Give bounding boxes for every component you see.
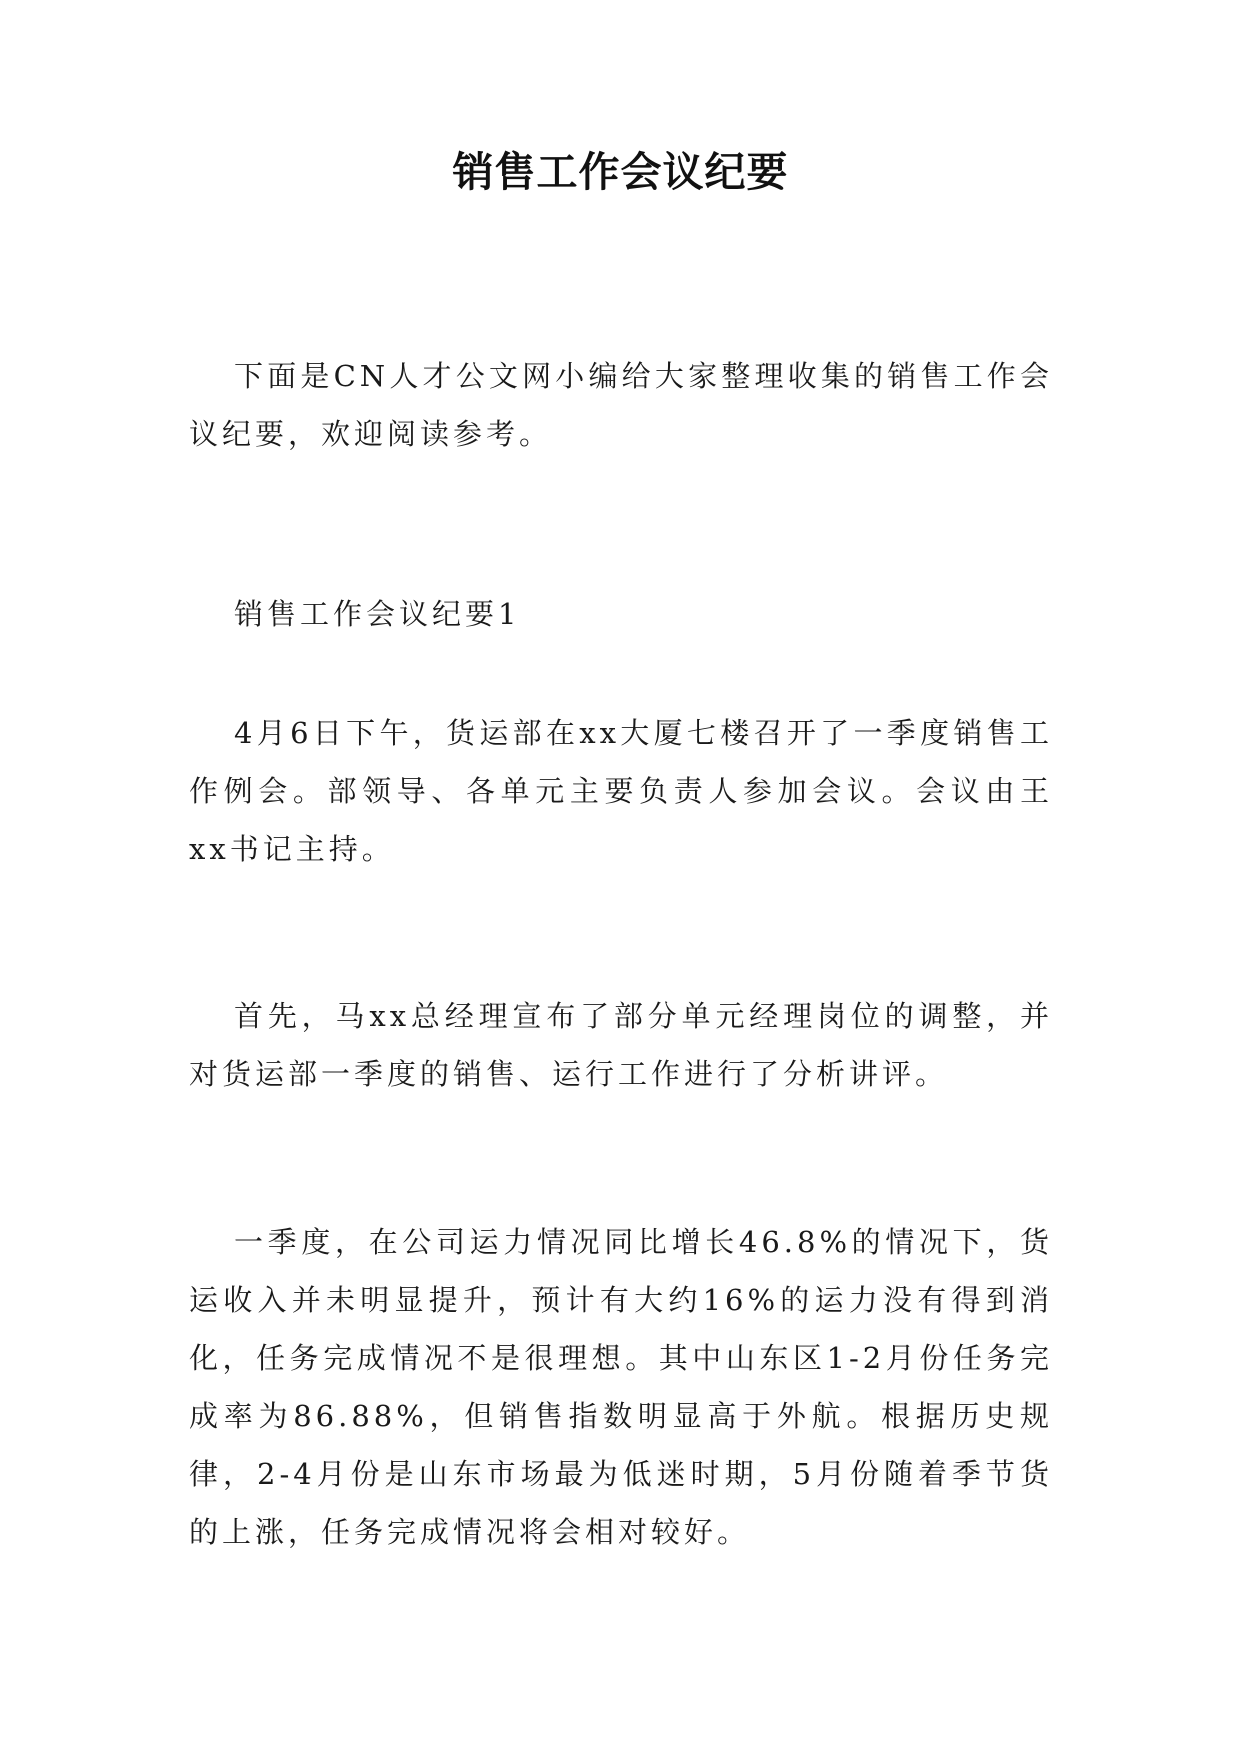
quarter-review-paragraph: 一季度，在公司运力情况同比增长46.8%的情况下，货运收入并未明显提升，预计有大约16%的运力没有得到消化，任务完成情况不是很理想。其中山东区1-2月份任务完成率为86.88%，但销售指数明显高于外航。根据历史规律，2-4月份是山东市场最为低迷时期，5月份随着季节货的上涨，任务完成情况将会相对较好。 bbox=[189, 1225, 1053, 1549]
section-subtitle: 销售工作会议纪要1 bbox=[234, 597, 521, 631]
intro-paragraph: 下面是CN人才公文网小编给大家整理收集的销售工作会议纪要，欢迎阅读参考。 bbox=[189, 359, 1053, 451]
meeting-paragraph: 4月6日下午，货运部在xx大厦七楼召开了一季度销售工作例会。部领导、各单元主要负责人参加会议。会议由王xx书记主持。 bbox=[189, 716, 1053, 866]
document-title: 销售工作会议纪要 bbox=[452, 148, 789, 196]
announcement-paragraph: 首先，马xx总经理宣布了部分单元经理岗位的调整，并对货运部一季度的销售、运行工作进行了分析讲评。 bbox=[189, 999, 1053, 1091]
